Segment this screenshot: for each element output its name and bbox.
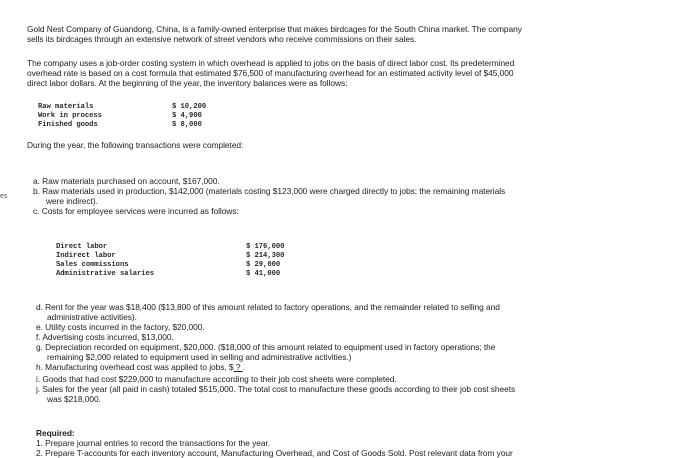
transactions-intro: During the year, the following transactions were completed: <box>27 140 244 150</box>
employee-cost-value: $ 41,000 <box>246 270 281 278</box>
inventory-value-wip: $ 4,900 <box>172 112 202 120</box>
employee-cost-label: Indirect labor <box>56 252 116 260</box>
costing-line-1: The company uses a job-order costing system in which overhead is applied to jobs on the basis of direct labor cost. Its predetermined <box>27 58 515 68</box>
transaction-c: c. Costs for employee services were incurred as follows: <box>33 206 239 216</box>
inventory-label-wip: Work in process <box>38 112 102 120</box>
transaction-e: e. Utility costs incurred in the factory, $20,000. <box>36 322 205 332</box>
transaction-d-line-2: administrative activities). <box>47 312 137 322</box>
costing-line-3: direct labor dollars. At the beginning of the year, the inventory balances were as follows: <box>27 78 348 88</box>
transaction-h-period: . <box>242 362 245 372</box>
intro-line-1: Gold Nest Company of Guandong, China, is a family-owned enterprise that makes birdcages for the South China market. The company <box>27 24 522 34</box>
transaction-i: i. Goods that had cost $229,000 to manufacture according to their job cost sheets were completed. <box>36 374 397 384</box>
inventory-value-fg: $ 8,000 <box>172 121 202 129</box>
transaction-g-line-2: remaining $2,000 related to equipment used in selling and administrative activities.) <box>47 352 352 362</box>
transaction-b-line-1: b. Raw materials used in production, $142,000 (materials costing $123,000 were charged directly to jobs; the remaining materials <box>33 186 506 196</box>
transaction-j-line-1: j. Sales for the year (all paid in cash) totaled $515,000. The total cost to manufacture these goods according to their job cost sheets <box>36 384 516 394</box>
transaction-h <box>36 362 245 372</box>
inventory-label-fg: Finished goods <box>38 121 98 129</box>
inventory-label-raw: Raw materials <box>38 103 94 111</box>
transaction-a: a. Raw materials purchased on account, $167,000. <box>33 176 220 186</box>
transaction-d-line-1: d. Rent for the year was $18,400 ($13,800 of this amount related to factory operations, and the remainder related to selling and <box>36 302 500 312</box>
required-item-2: 2. Prepare T-accounts for each inventory account, Manufacturing Overhead, and Cost of Goods Sold. Post relevant data from your <box>36 448 513 458</box>
employee-cost-value: $ 29,000 <box>246 261 281 269</box>
inventory-value-raw: $ 10,200 <box>172 103 207 111</box>
employee-cost-label: Sales commissions <box>56 261 129 269</box>
transaction-b-line-2: were indirect). <box>46 196 98 206</box>
transaction-f: f. Advertising costs incurred, $13,000. <box>36 332 174 342</box>
costing-line-2: overhead rate is based on a cost formula that estimated $76,500 of manufacturing overhead for an estimated activity level of $45,000 <box>27 68 514 78</box>
required-item-1: 1. Prepare journal entries to record the transactions for the year. <box>36 438 271 448</box>
employee-cost-label: Administrative salaries <box>56 270 155 278</box>
transaction-j-line-2: was $218,000. <box>47 394 101 404</box>
employee-cost-value: $ 176,000 <box>246 243 285 251</box>
intro-line-2: sells its birdcages through an extensive network of street vendors who receive commissions on their sales. <box>27 34 417 44</box>
applied-overhead-blank: ? <box>233 362 243 372</box>
transaction-h-text: h. Manufacturing overhead cost was applied to jobs, $ <box>36 362 234 372</box>
edge-fragment: es <box>0 193 8 200</box>
required-heading: Required: <box>36 428 75 438</box>
employee-cost-value: $ 214,300 <box>246 252 285 260</box>
transaction-g-line-1: g. Depreciation recorded on equipment, $20,000. ($18,000 of this amount related to equipment used in factory operations; the <box>36 342 496 352</box>
employee-cost-label: Direct labor <box>56 243 108 251</box>
